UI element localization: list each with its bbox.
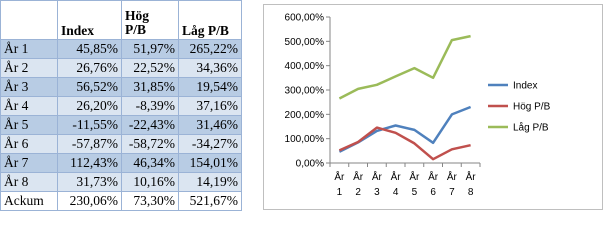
x-tick-label: År 5 [409, 172, 420, 198]
cell-lag-pb: 31,46% [179, 116, 242, 135]
cell-index: -57,87% [58, 135, 122, 154]
y-tick-label: 0,00% [295, 158, 324, 170]
cell-hog-pb: -8,39% [122, 97, 179, 116]
cell-hog-pb: 22,52% [122, 59, 179, 78]
cell-lag-pb: 154,01% [179, 154, 242, 173]
table-row [1, 40, 242, 59]
y-tick-label: 500,00% [284, 36, 324, 48]
table-row [1, 192, 242, 211]
table-row [1, 154, 242, 173]
legend-label: Låg P/B [513, 122, 549, 134]
table-row [1, 173, 242, 192]
table-row [1, 116, 242, 135]
cell-lag-pb: 19,54% [179, 78, 242, 97]
line-chart-svg [264, 5, 604, 211]
cell-hog-pb: -22,43% [122, 116, 179, 135]
table-header-row [1, 1, 242, 40]
series-line-l-g-p-b [339, 36, 470, 98]
cell-lag-pb: 265,22% [179, 40, 242, 59]
cell-lag-pb: 14,19% [179, 173, 242, 192]
row-label: Ackum [1, 192, 58, 211]
y-tick-label: 300,00% [284, 85, 324, 97]
cell-hog-pb: 46,34% [122, 154, 179, 173]
row-label: År 1 [1, 40, 58, 59]
table-row [1, 78, 242, 97]
cell-index: 56,52% [58, 78, 122, 97]
header-hog-pb-text: Hög P/B [125, 8, 150, 37]
x-tick-label: År 2 [353, 172, 364, 198]
header-label [1, 1, 58, 40]
series-line-h-g-p-b [339, 128, 470, 160]
header-lag-pb: Låg P/B [179, 1, 242, 40]
row-label: År 6 [1, 135, 58, 154]
cell-lag-pb: -34,27% [179, 135, 242, 154]
returns-table [0, 0, 242, 211]
x-tick-label: År 7 [446, 172, 457, 198]
cell-hog-pb: -58,72% [122, 135, 179, 154]
legend-label: Hög P/B [513, 101, 551, 113]
cell-index: 45,85% [58, 40, 122, 59]
cell-hog-pb: 73,30% [122, 192, 179, 211]
legend-label: Index [513, 80, 538, 92]
y-tick-label: 600,00% [284, 12, 324, 24]
y-tick-label: 200,00% [284, 109, 324, 121]
cell-lag-pb: 37,16% [179, 97, 242, 116]
cell-index: 112,43% [58, 154, 122, 173]
cell-index: -11,55% [58, 116, 122, 135]
returns-chart [263, 4, 603, 210]
row-label: År 3 [1, 78, 58, 97]
cell-index: 31,73% [58, 173, 122, 192]
cell-index: 26,20% [58, 97, 122, 116]
cell-hog-pb: 31,85% [122, 78, 179, 97]
x-tick-label: År 8 [465, 172, 476, 198]
x-tick-label: År 1 [334, 172, 345, 198]
table-row [1, 59, 242, 78]
cell-lag-pb: 521,67% [179, 192, 242, 211]
table-row [1, 97, 242, 116]
series-line-index [339, 107, 470, 152]
header-hog-pb [122, 1, 179, 40]
cell-index: 26,76% [58, 59, 122, 78]
row-label: År 2 [1, 59, 58, 78]
row-label: År 5 [1, 116, 58, 135]
header-index: Index [58, 1, 122, 40]
cell-hog-pb: 10,16% [122, 173, 179, 192]
table-row [1, 135, 242, 154]
row-label: År 7 [1, 154, 58, 173]
y-tick-label: 400,00% [284, 61, 324, 73]
cell-index: 230,06% [58, 192, 122, 211]
cell-lag-pb: 34,36% [179, 59, 242, 78]
y-tick-label: 100,00% [284, 134, 324, 146]
row-label: År 8 [1, 173, 58, 192]
x-tick-label: År 3 [371, 172, 382, 198]
x-tick-label: År 6 [428, 172, 439, 198]
row-label: År 4 [1, 97, 58, 116]
x-tick-label: År 4 [390, 172, 401, 198]
cell-hog-pb: 51,97% [122, 40, 179, 59]
